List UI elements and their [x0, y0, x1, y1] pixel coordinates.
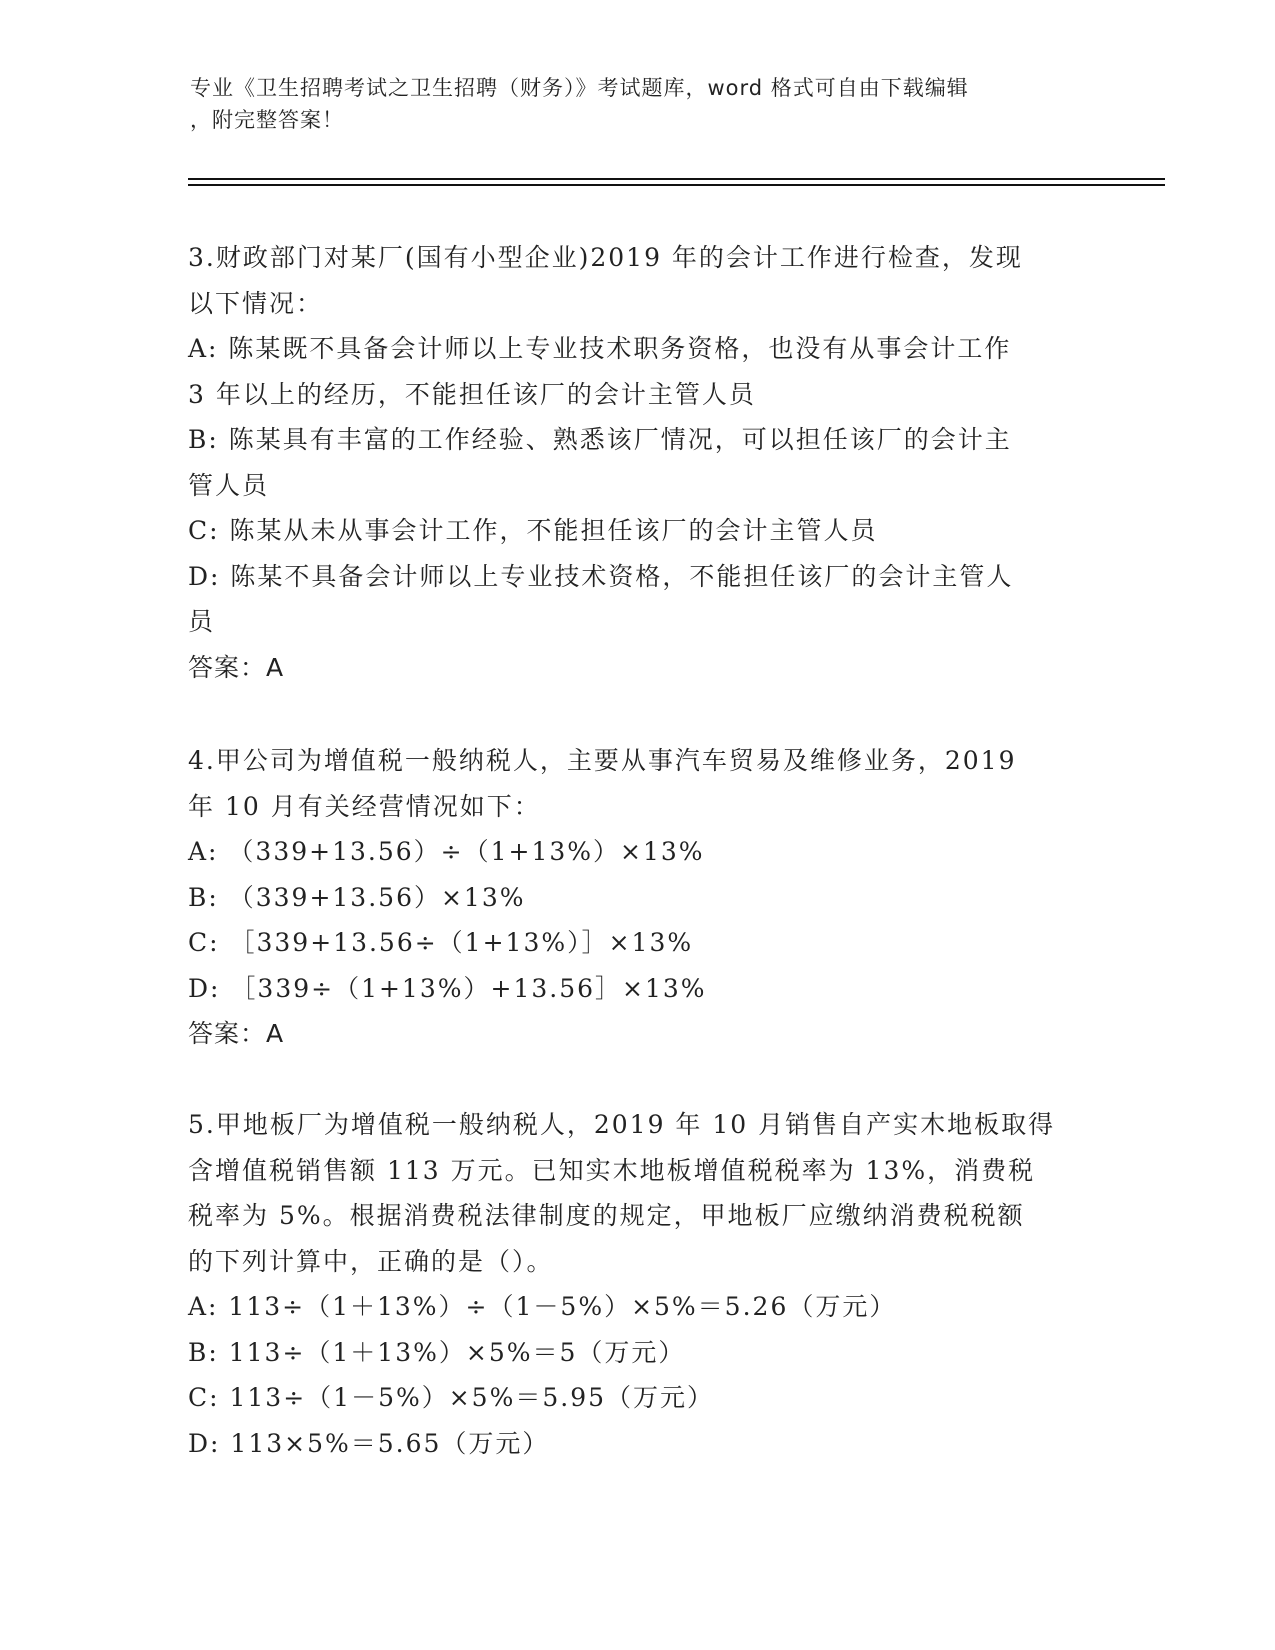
- question-4-stem-line-2: 年 10 月有关经营情况如下：: [188, 791, 541, 821]
- question-4-answer: 答案：A: [188, 1019, 285, 1048]
- question-5-option-d: D: 113×5%＝5.65（万元）: [188, 1428, 550, 1458]
- question-4-option-d: D: ［339÷（1+13%）+13.56］×13%: [188, 973, 707, 1003]
- question-4-option-c: C: ［339+13.56÷（1+13%）］×13%: [188, 928, 694, 957]
- question-3-option-a-line-2: 3 年以上的经历，不能担任该厂的会计主管人员: [188, 379, 756, 409]
- question-3-option-d-line-1: D: 陈某不具备会计师以上专业技术资格，不能担任该厂的会计主管人: [188, 561, 1014, 591]
- question-3-option-b-line-1: B: 陈某具有丰富的工作经验、熟悉该厂情况，可以担任该厂的会计主: [188, 425, 1012, 454]
- question-5-stem-line-1: 5.甲地板厂为增值税一般纳税人，2019 年 10 月销售自产实木地板取得: [188, 1110, 1056, 1139]
- question-3: [188, 235, 1088, 690]
- document-header: [190, 72, 1070, 136]
- header-divider-bottom: [188, 184, 1165, 186]
- question-5-option-a: A: 113÷（1＋13%）÷（1－5%）×5%＝5.26（万元）: [188, 1292, 897, 1321]
- question-3-stem-line-1: 3.财政部门对某厂(国有小型企业)2019 年的会计工作进行检查，发现: [188, 243, 1023, 272]
- question-3-option-a-line-1: A: 陈某既不具备会计师以上专业技术职务资格，也没有从事会计工作: [188, 334, 1012, 363]
- question-5-stem-line-2: 含增值税销售额 113 万元。已知实木地板增值税税率为 13%，消费税: [188, 1155, 1036, 1185]
- question-5: [188, 1102, 1088, 1466]
- question-3-option-d-line-2: 员: [188, 607, 216, 636]
- header-title-line-2: ，附完整答案！: [190, 108, 344, 132]
- question-3-option-b-line-2: 管人员: [188, 470, 270, 500]
- question-3-stem-line-2: 以下情况：: [188, 288, 324, 318]
- header-divider-top: [188, 178, 1165, 180]
- question-5-stem-line-3: 税率为 5%。根据消费税法律制度的规定，甲地板厂应缴纳消费税税额: [188, 1201, 1025, 1230]
- question-5-option-c: C: 113÷（1－5%）×5%＝5.95（万元）: [188, 1383, 715, 1412]
- question-3-answer: 答案：A: [188, 652, 285, 682]
- question-4-option-a: A: （339+13.56）÷（1+13%）×13%: [188, 837, 705, 866]
- header-title-line-1: 专业《卫生招聘考试之卫生招聘（财务）》考试题库，word 格式可自由下载编辑: [190, 76, 969, 100]
- question-4: [188, 738, 1088, 1057]
- question-4-stem-line-1: 4.甲公司为增值税一般纳税人，主要从事汽车贸易及维修业务，2019: [188, 746, 1017, 775]
- question-5-option-b: B: 113÷（1＋13%）×5%＝5（万元）: [188, 1337, 686, 1367]
- question-3-option-c: C: 陈某从未从事会计工作，不能担任该厂的会计主管人员: [188, 516, 878, 545]
- question-4-option-b: B: （339+13.56）×13%: [188, 882, 526, 912]
- question-5-stem-line-4: 的下列计算中，正确的是（）。: [188, 1246, 554, 1276]
